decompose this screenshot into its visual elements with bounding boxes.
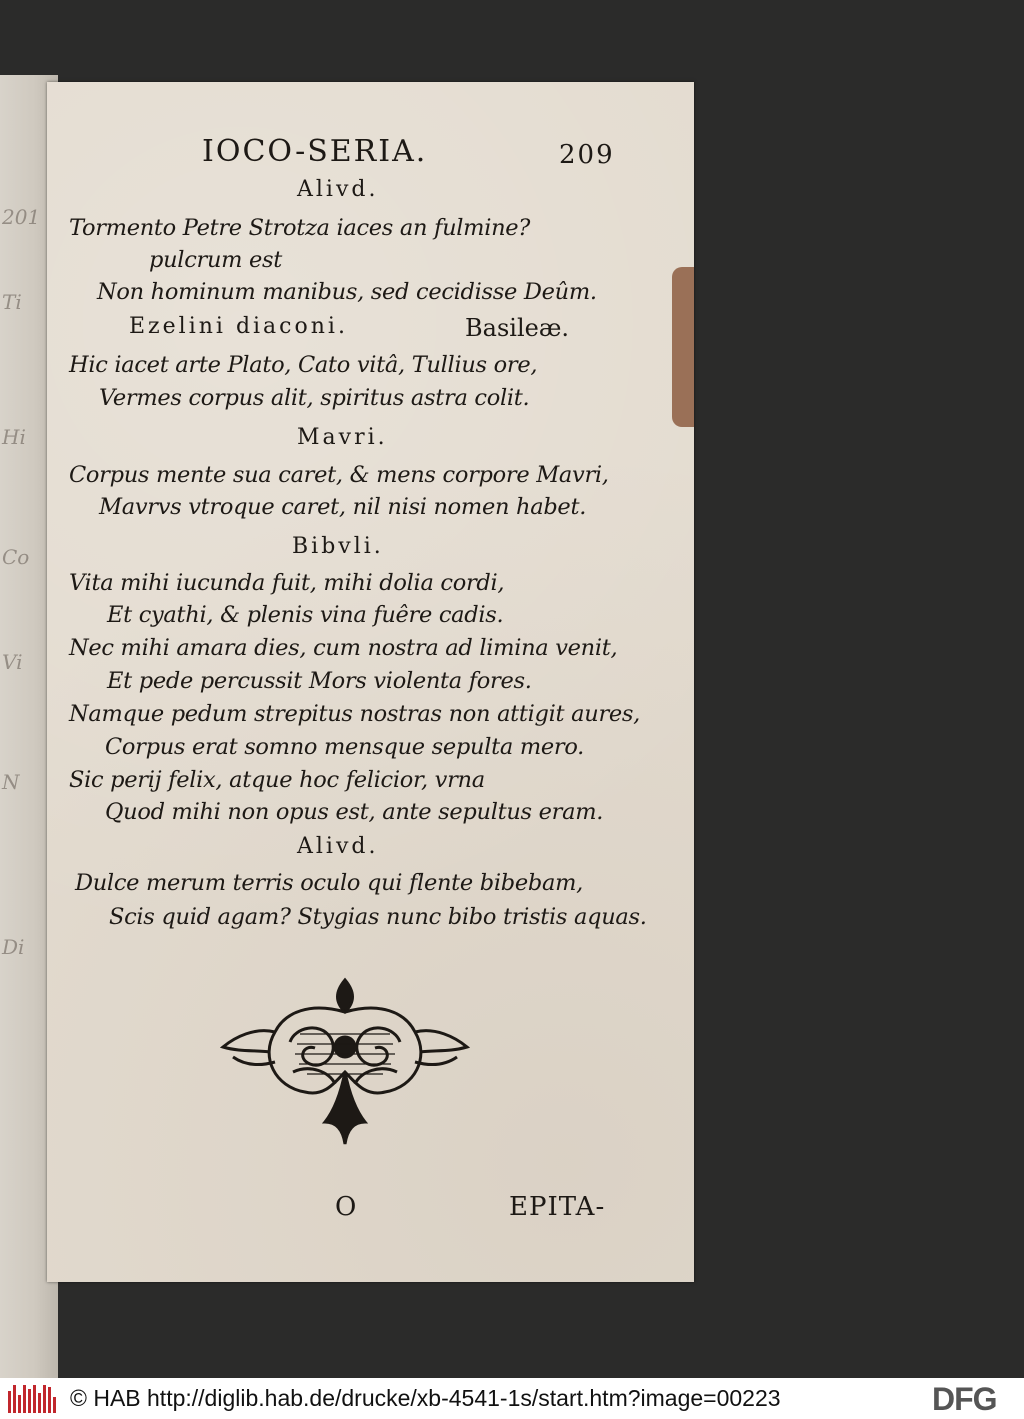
verse-line: Et cyathi, & plenis vina fuêre cadis.	[107, 602, 504, 628]
verse-line: Namque pedum strepitus nostras non attigit aures,	[69, 701, 641, 727]
running-title: IOCO-SERIA.	[202, 134, 428, 169]
verse-line: Non hominum manibus, sed cecidisse Deûm.	[97, 279, 597, 305]
heading-bibuli: Bibvli.	[292, 534, 384, 559]
hab-logo-icon	[8, 1385, 56, 1413]
verse-line: Hic iacet arte Plato, Cato vitâ, Tullius ore,	[69, 352, 538, 378]
verse-line: Mavrvs vtroque caret, nil nisi nomen habet.	[99, 494, 587, 520]
heading-alivd: Alivd.	[297, 177, 379, 202]
verse-line: Scis quid agam? Stygias nunc bibo tristis aquas.	[109, 904, 647, 930]
verse-line: Nec mihi amara dies, cum nostra ad limina venit,	[69, 635, 618, 661]
heading-ezelini: Ezelini diaconi.	[129, 314, 348, 339]
catchword: EPITA-	[509, 1192, 606, 1222]
heading-mauri: Mavri.	[297, 425, 388, 450]
heading-alivd-2: Alivd.	[297, 834, 379, 859]
page-number: 209	[559, 140, 615, 170]
footer-bar	[0, 1378, 1024, 1419]
verse-line: Corpus erat somno mensque sepulta mero.	[105, 734, 585, 760]
page-stain	[672, 267, 694, 427]
verse-line: Tormento Petre Strotza iaces an fulmine?	[69, 215, 531, 241]
verse-line: Vermes corpus alit, spiritus astra colit.	[99, 385, 530, 411]
verse-line: Vita mihi iucunda fuit, mihi dolia cordi,	[69, 570, 505, 596]
verse-line: Quod mihi non opus est, ante sepultus eram.	[105, 799, 604, 825]
verse-line: Corpus mente sua caret, & mens corpore Mavri,	[69, 462, 609, 488]
verse-line: Sic perij felix, atque hoc felicior, vrna	[69, 767, 485, 793]
ornament-vignette-icon	[215, 972, 475, 1152]
signature-mark: O	[335, 1192, 357, 1222]
copyright-link[interactable]: © HAB http://diglib.hab.de/drucke/xb-4541-1s/start.htm?image=00223	[70, 1385, 781, 1411]
previous-page-edge: 201 Ti Hi Co Vi N Di	[0, 75, 58, 1378]
verse-line: Dulce merum terris oculo qui flente bibebam,	[75, 870, 583, 896]
verse-line: Et pede percussit Mors violenta fores.	[107, 668, 532, 694]
dfg-logo-icon	[932, 1382, 1016, 1414]
svg-text:DFG: DFG	[932, 1382, 997, 1414]
verse-line: pulcrum est	[149, 247, 283, 273]
heading-basileae: Basileæ.	[465, 314, 570, 342]
book-page	[47, 82, 694, 1282]
